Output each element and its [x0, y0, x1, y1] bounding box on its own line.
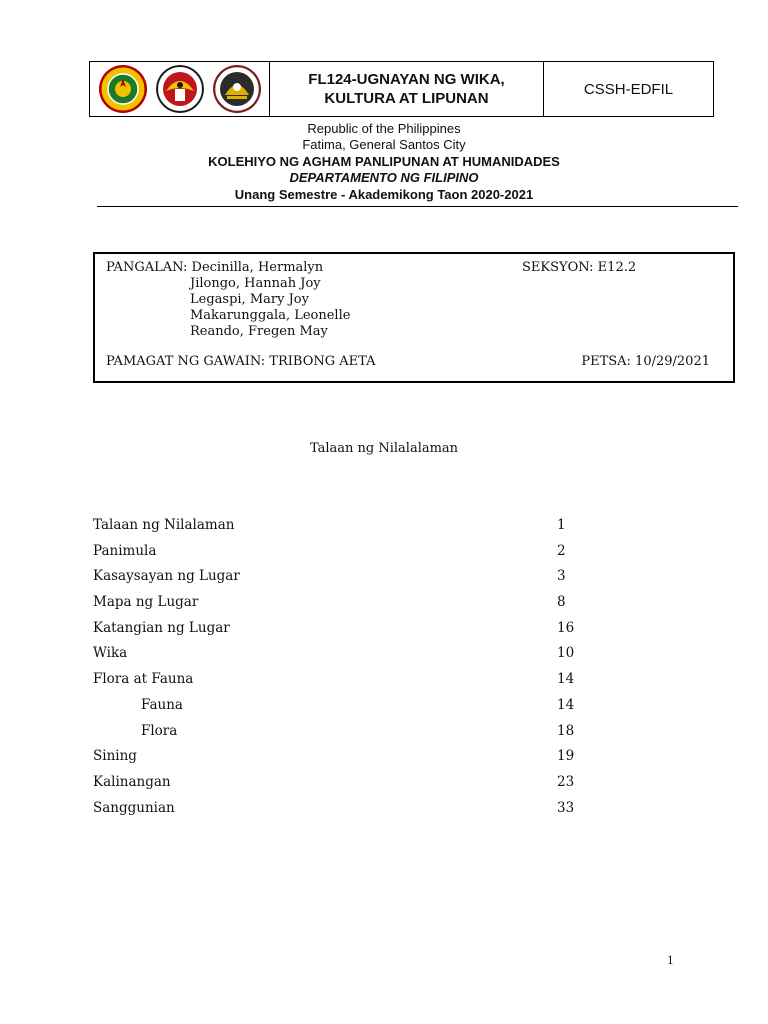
- toc-row: [93, 620, 593, 646]
- toc-item-title: Sanggunian: [93, 799, 175, 816]
- toc-item-page: 10: [557, 645, 575, 662]
- toc-item-page: 16: [557, 619, 575, 636]
- member-name: Reando, Fregen May: [190, 324, 328, 339]
- college-name: KOLEHIYO NG AGHAM PANLIPUNAN AT HUMANIDADES: [208, 154, 560, 169]
- toc-item-page: 18: [557, 722, 575, 739]
- student-info-box: [93, 252, 735, 383]
- course-title-cell: [270, 62, 544, 116]
- toc-item-page: 1: [557, 517, 566, 533]
- toc-item-page: 23: [557, 773, 575, 790]
- department-name: DEPARTAMENTO NG FILIPINO: [289, 170, 479, 185]
- toc-row: [93, 723, 593, 749]
- course-title-line1: FL124-UGNAYAN NG WIKA,: [308, 71, 505, 88]
- toc-item-title: Flora: [141, 722, 178, 739]
- toc-row: [93, 748, 593, 774]
- toc-row: [93, 671, 593, 697]
- petsa-label: PETSA: 10/29/2021: [581, 354, 710, 369]
- toc-row: [93, 594, 593, 620]
- toc-title: Talaan ng Nilalalaman: [309, 441, 459, 456]
- toc-row: [93, 800, 593, 826]
- seksyon-label: SEKSYON: E12.2: [522, 260, 637, 275]
- toc-item-page: 3: [557, 568, 566, 585]
- toc-item-title: Panimula: [93, 542, 157, 559]
- toc-item-title: Mapa ng Lugar: [93, 594, 199, 611]
- toc-item-page: 2: [557, 542, 566, 559]
- toc-row: [93, 697, 593, 723]
- pangalan-label: PANGALAN: Decinilla, Hermalyn: [106, 260, 324, 275]
- college-seal-icon: [156, 65, 204, 113]
- toc-item-title: Talaan ng Nilalaman: [93, 517, 235, 533]
- toc-row: [93, 568, 593, 594]
- toc-item-page: 8: [557, 594, 566, 611]
- toc-item-title: Kalinangan: [93, 773, 171, 790]
- semester-line: Unang Semestre - Akademikong Taon 2020-2021: [234, 187, 534, 202]
- member-name: Legaspi, Mary Joy: [190, 292, 309, 307]
- toc-row: [93, 774, 593, 800]
- toc-row: [93, 517, 593, 543]
- course-code-cell: [544, 62, 713, 116]
- toc-item-title: Katangian ng Lugar: [93, 619, 230, 636]
- member-name: Makarunggala, Leonelle: [190, 308, 351, 323]
- page-number: 1: [667, 952, 674, 967]
- location-line: Fatima, General Santos City: [302, 137, 466, 152]
- table-of-contents: [93, 517, 593, 825]
- pamagat-label: PAMAGAT NG GAWAIN: TRIBONG AETA: [106, 354, 376, 369]
- course-title-line2: KULTURA AT LIPUNAN: [324, 90, 489, 107]
- course-code: CSSH-EDFIL: [583, 80, 674, 98]
- toc-item-title: Kasaysayan ng Lugar: [93, 568, 240, 585]
- toc-item-title: Sining: [93, 748, 137, 765]
- names-list: [190, 260, 350, 340]
- republic-line: Republic of the Philippines: [307, 121, 461, 136]
- toc-item-title: Fauna: [141, 696, 183, 713]
- toc-item-page: 33: [557, 799, 575, 816]
- header-table: [89, 61, 714, 117]
- department-seal-icon: [213, 65, 261, 113]
- header-divider: [97, 206, 738, 207]
- toc-item-page: 14: [557, 671, 575, 688]
- toc-item-title: Wika: [93, 645, 128, 662]
- university-seal-icon: [99, 65, 147, 113]
- toc-row: [93, 645, 593, 671]
- toc-item-page: 19: [557, 748, 575, 765]
- toc-row: [93, 543, 593, 569]
- member-name: Jilongo, Hannah Joy: [190, 276, 321, 291]
- logos-cell: [90, 62, 270, 116]
- toc-item-title: Flora at Fauna: [93, 671, 194, 688]
- toc-item-page: 14: [557, 696, 575, 713]
